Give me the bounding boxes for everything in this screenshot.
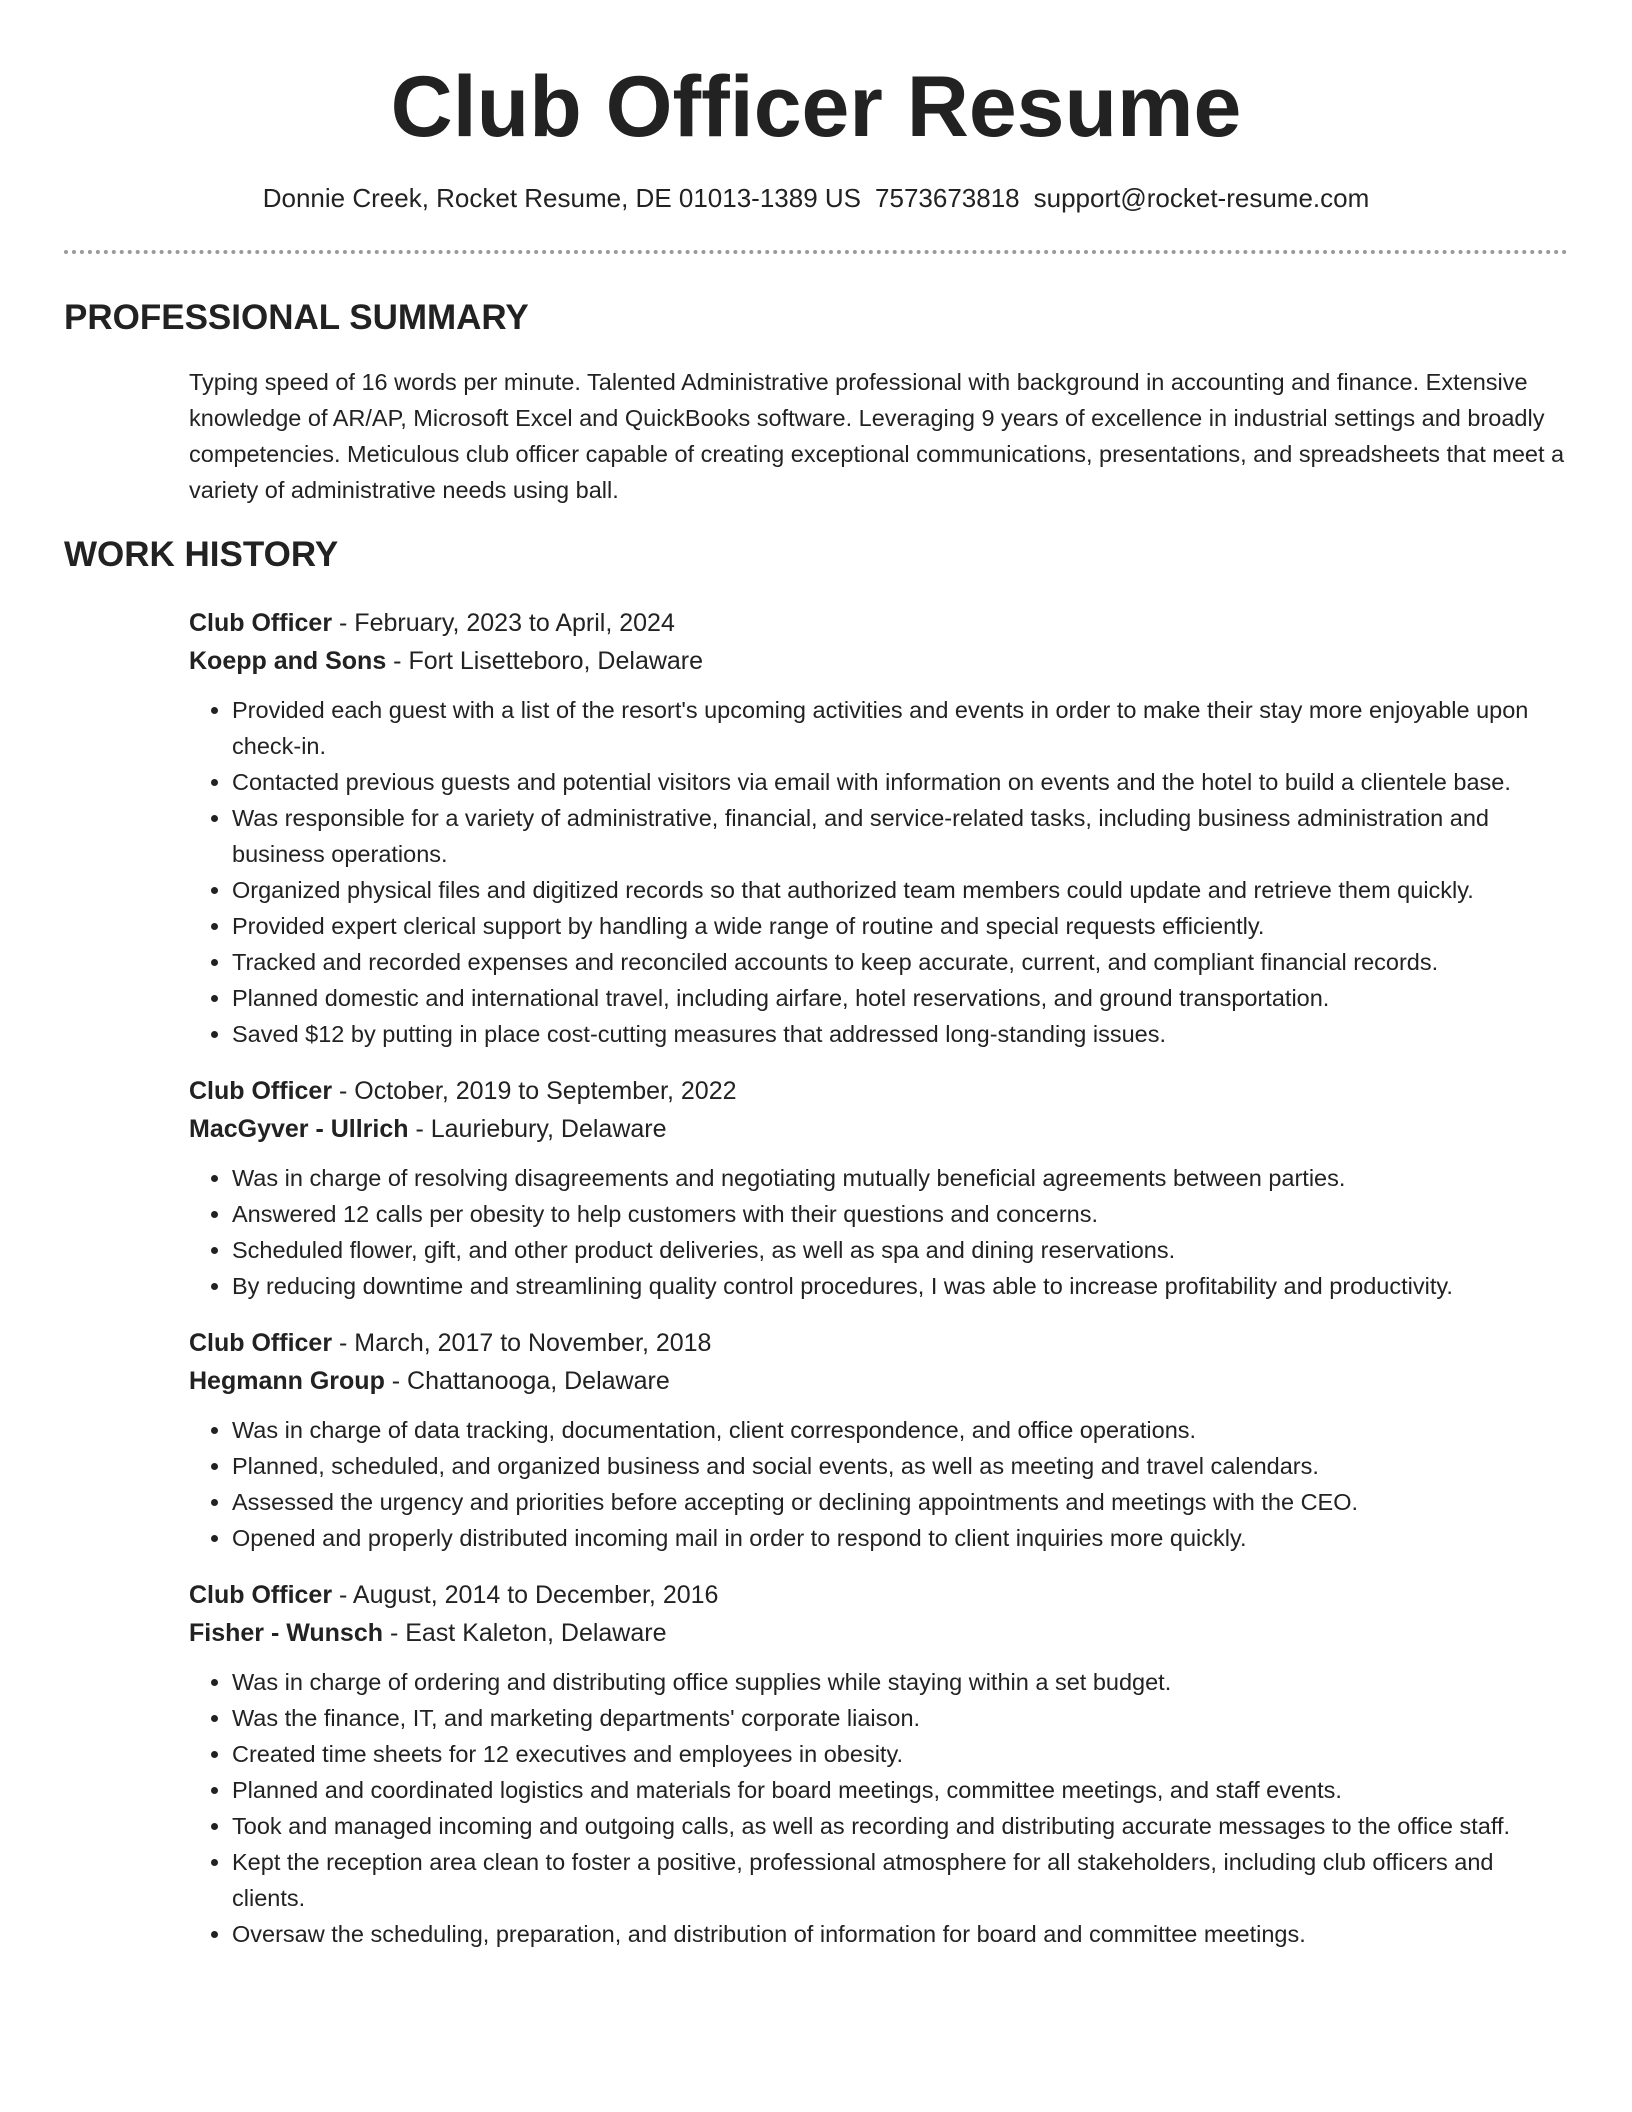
header-divider — [64, 250, 1568, 254]
job-bullet: • Opened and properly distributed incoming mail in order to respond to client inquiries more quickly. — [232, 1520, 1569, 1556]
job-dates: - February, 2023 to April, 2024 — [332, 609, 675, 637]
job-bullet: • Provided each guest with a list of the resort's upcoming activities and events in order to make their stay more enjoyable upon check-in. — [232, 692, 1569, 764]
job-title: Club Officer — [189, 1077, 333, 1105]
job-bullet: • Tracked and recorded expenses and reconciled accounts to keep accurate, current, and compliant financial records. — [232, 944, 1569, 980]
job-company-line — [189, 1614, 1569, 1652]
job-location: - East Kaleton, Delaware — [383, 1619, 667, 1647]
contact-phone: 7573673818 — [875, 183, 1020, 213]
job-bullet: • Took and managed incoming and outgoing calls, as well as recording and distributing accurate messages to the office staff. — [232, 1808, 1569, 1844]
job-bullet: • Was responsible for a variety of administrative, financial, and service-related tasks, including business administration and business operations. — [232, 800, 1569, 872]
job-bullet: • Kept the reception area clean to foster a positive, professional atmosphere for all stakeholders, including club officers and clients. — [232, 1844, 1569, 1916]
job-company-line — [189, 1362, 1569, 1400]
job-bullet: • Assessed the urgency and priorities before accepting or declining appointments and meetings with the CEO. — [232, 1484, 1569, 1520]
job-bullet: • Planned, scheduled, and organized business and social events, as well as meeting and travel calendars. — [232, 1448, 1569, 1484]
summary-heading: PROFESSIONAL SUMMARY — [64, 298, 529, 337]
job-bullet: • Planned domestic and international travel, including airfare, hotel reservations, and ground transportation. — [232, 980, 1569, 1016]
work-history-heading: WORK HISTORY — [64, 535, 339, 574]
contact-line — [0, 180, 1632, 216]
job-company: Hegmann Group — [189, 1367, 385, 1395]
job-location: - Fort Lisetteboro, Delaware — [386, 647, 704, 675]
job-bullet: • Contacted previous guests and potential visitors via email with information on events and the hotel to build a clientele base. — [232, 764, 1569, 800]
job-location: - Chattanooga, Delaware — [384, 1367, 670, 1395]
contact-email: support@rocket-resume.com — [1033, 183, 1370, 213]
job-bullet: • Planned and coordinated logistics and materials for board meetings, committee meetings, and staff events. — [232, 1772, 1569, 1808]
job-bullet: • Created time sheets for 12 executives and employees in obesity. — [232, 1736, 1569, 1772]
job-title: Club Officer — [189, 609, 333, 637]
contact-address: Donnie Creek, Rocket Resume, DE 01013-1389 US — [262, 183, 862, 213]
job-title-line — [189, 1324, 1569, 1362]
job-title-line — [189, 604, 1569, 642]
job-bullet: • Saved $12 by putting in place cost-cutting measures that addressed long-standing issues. — [232, 1016, 1569, 1052]
job-bullet: • Organized physical files and digitized records so that authorized team members could update and retrieve them quickly. — [232, 872, 1569, 908]
job-bullet: • Was the finance, IT, and marketing departments' corporate liaison. — [232, 1700, 1569, 1736]
job-bullet: • Was in charge of data tracking, documentation, client correspondence, and office operations. — [232, 1412, 1569, 1448]
job-bullets — [189, 692, 1569, 1052]
job-entry — [189, 604, 1569, 1052]
job-bullet: • Was in charge of resolving disagreements and negotiating mutually beneficial agreements between parties. — [232, 1160, 1569, 1196]
job-company: Koepp and Sons — [189, 647, 387, 675]
job-title-line — [189, 1072, 1569, 1110]
job-company: Fisher - Wunsch — [189, 1619, 384, 1647]
summary-text: Typing speed of 16 words per minute. Talented Administrative professional with background in accounting and finance. Extensive knowledge of AR/AP, Microsoft Excel and QuickBooks software. Leveraging 9 years of excellence in industrial settings and broadly competencies. Meticulous club officer capable of creating exceptional communications, presentations, and spreadsheets that meet a variety of administrative needs using ball. — [189, 369, 1565, 503]
job-bullet: • Was in charge of ordering and distributing office supplies while staying within a set budget. — [232, 1664, 1569, 1700]
job-entry — [189, 1072, 1569, 1304]
job-title: Club Officer — [189, 1581, 333, 1609]
job-company-line — [189, 642, 1569, 680]
job-bullets — [189, 1664, 1569, 1952]
job-entry — [189, 1324, 1569, 1556]
work-history-list — [189, 604, 1569, 1972]
job-company: MacGyver - Ullrich — [189, 1115, 409, 1143]
job-bullets — [189, 1412, 1569, 1556]
job-company-line — [189, 1110, 1569, 1148]
job-bullet: • Oversaw the scheduling, preparation, and distribution of information for board and committee meetings. — [232, 1916, 1569, 1952]
job-bullet: • Scheduled flower, gift, and other product deliveries, as well as spa and dining reservations. — [232, 1232, 1569, 1268]
resume-title: Club Officer Resume — [390, 59, 1242, 155]
job-bullet: • By reducing downtime and streamlining quality control procedures, I was able to increase profitability and productivity. — [232, 1268, 1569, 1304]
job-title-line — [189, 1576, 1569, 1614]
job-bullet: • Provided expert clerical support by handling a wide range of routine and special requests efficiently. — [232, 908, 1569, 944]
job-title: Club Officer — [189, 1329, 333, 1357]
job-entry — [189, 1576, 1569, 1952]
job-dates: - October, 2019 to September, 2022 — [332, 1077, 737, 1105]
job-bullets — [189, 1160, 1569, 1304]
job-dates: - August, 2014 to December, 2016 — [332, 1581, 719, 1609]
job-bullet: • Answered 12 calls per obesity to help customers with their questions and concerns. — [232, 1196, 1569, 1232]
job-dates: - March, 2017 to November, 2018 — [332, 1329, 712, 1357]
job-location: - Lauriebury, Delaware — [408, 1115, 667, 1143]
